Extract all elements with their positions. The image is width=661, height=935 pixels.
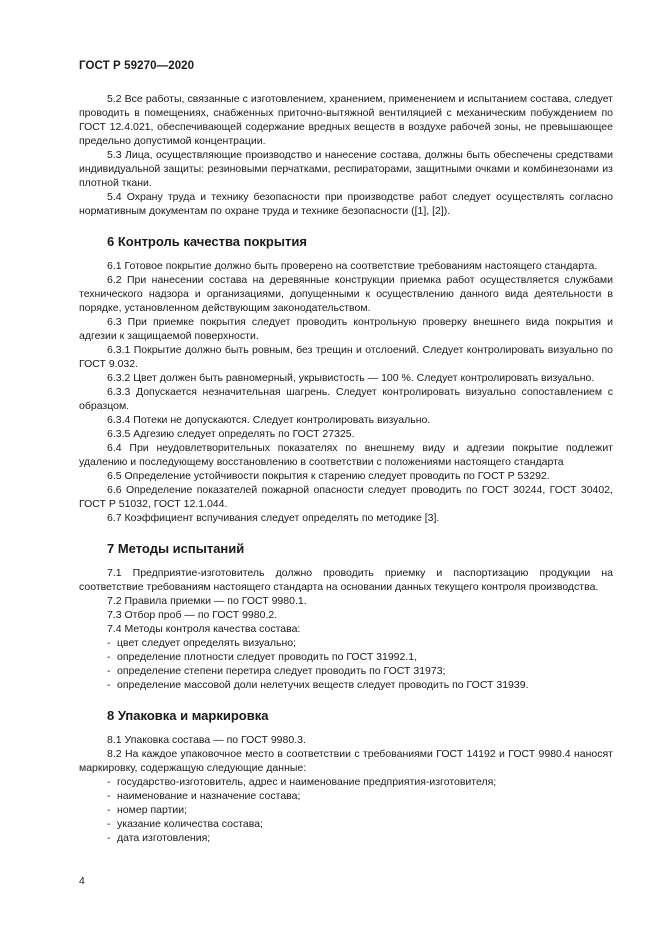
list-dash: -: [107, 651, 111, 663]
list-item: [79, 789, 613, 803]
paragraph-5-3: 5.3 Лица, осуществляющие производство и нанесение состава, должны быть обеспечены средствами индивидуальной защиты: резиновыми перчатками, респираторами, защитными очками и комбинезонами из плотной ткани.: [79, 149, 613, 189]
list-dash: -: [107, 637, 111, 649]
list-item-text: цвет следует определять визуально;: [117, 637, 297, 649]
list-item: [79, 803, 613, 817]
list-dash: -: [107, 790, 111, 802]
paragraph-6-3-5: 6.3.5 Адгезию следует определять по ГОСТ 27325.: [107, 428, 355, 440]
section-8-heading: 8 Упаковка и маркировка: [107, 708, 269, 723]
list-item-text: дата изготовления;: [117, 832, 211, 844]
page-content: [79, 92, 613, 845]
list-item-text: определение массовой доли нелетучих веществ следует проводить по ГОСТ 31939.: [117, 679, 529, 691]
paragraph-6-2: 6.2 При нанесении состава на деревянные конструкции приемка работ осуществляется службами технического надзора и организациями, допущенными к осуществлению данного вида деятельности в порядке, установленном действующим законодательством.: [79, 274, 613, 314]
list-item: [79, 678, 613, 692]
list-item: [79, 636, 613, 650]
paragraph-6-3: 6.3 При приемке покрытия следует проводить контрольную проверку внешнего вида покрытия и адгезии к защищаемой поверхности.: [79, 316, 613, 342]
paragraph-6-1: 6.1 Готовое покрытие должно быть проверено на соответствие требованиям настоящего стандарта.: [107, 260, 598, 272]
list-item-text: государство-изготовитель, адрес и наименование предприятия-изготовителя;: [117, 776, 497, 788]
paragraph-7-4: 7.4 Методы контроля качества состава:: [107, 623, 301, 635]
list-item: [79, 817, 613, 831]
paragraph-6-3-4: 6.3.4 Потеки не допускаются. Следует контролировать визуально.: [107, 414, 431, 426]
paragraph-8-2: 8.2 На каждое упаковочное место в соответствии с требованиями ГОСТ 14192 и ГОСТ 9980.4 наносят маркировку, содержащую следующие данные:: [79, 748, 613, 774]
paragraph-6-3-1: 6.3.1 Покрытие должно быть ровным, без трещин и отслоений. Следует контролировать визуально по ГОСТ 9.032.: [79, 344, 613, 370]
list-item: [79, 650, 613, 664]
list-dash: -: [107, 665, 111, 677]
paragraph-7-2: 7.2 Правила приемки — по ГОСТ 9980.1.: [107, 595, 307, 607]
paragraph-6-6: 6.6 Определение показателей пожарной опасности следует проводить по ГОСТ 30244, ГОСТ 30402, ГОСТ Р 51032, ГОСТ 12.1.044.: [79, 484, 613, 510]
list-dash: -: [107, 804, 111, 816]
list-dash: -: [107, 679, 111, 691]
section-6-heading: 6 Контроль качества покрытия: [107, 234, 307, 249]
document-code-header: ГОСТ Р 59270—2020: [79, 60, 195, 72]
paragraph-6-7: 6.7 Коэффициент вспучивания следует определять по методике [3].: [107, 512, 440, 524]
list-item-text: наименование и назначение состава;: [117, 790, 301, 802]
list-dash: -: [107, 832, 111, 844]
list-item: [79, 664, 613, 678]
list-item-text: определение плотности следует проводить по ГОСТ 31992.1,: [117, 651, 418, 663]
paragraph-6-4: 6.4 При неудовлетворительных показателях по внешнему виду и адгезии покрытие подлежит удалению и последующему восстановлению в соответствии с положениями настоящего стандарта: [79, 442, 613, 468]
list-item-text: номер партии;: [117, 804, 188, 816]
paragraph-6-5: 6.5 Определение устойчивости покрытия к старению следует проводить по ГОСТ Р 53292.: [107, 470, 550, 482]
list-item: [79, 831, 613, 845]
paragraph-5-4: 5.4 Охрану труда и технику безопасности при производстве работ следует осуществлять согласно нормативным документам по охране труда и технике безопасности ([1], [2]).: [79, 191, 613, 217]
paragraph-6-3-2: 6.3.2 Цвет должен быть равномерный, укрывистость — 100 %. Следует контролировать визуально.: [107, 372, 595, 384]
list-item-text: определение степени перетира следует проводить по ГОСТ 31973;: [117, 665, 446, 677]
page-number: 4: [79, 875, 85, 887]
list-dash: -: [107, 818, 111, 830]
paragraph-7-3: 7.3 Отбор проб — по ГОСТ 9980.2.: [107, 609, 278, 621]
list-item: [79, 775, 613, 789]
section-7-heading: 7 Методы испытаний: [107, 541, 245, 556]
list-item-text: указание количества состава;: [117, 818, 263, 830]
paragraph-5-2: 5.2 Все работы, связанные с изготовлением, хранением, применением и испытанием состава, следует проводить в помещениях, снабженных приточно-вытяжной вентиляцией с механическим побуждением по ГОСТ 12.4.021, обеспечивающей содержание вредных веществ в воздухе рабочей зоны, не превышающее предельно допустимой концентрации.: [79, 93, 613, 147]
paragraph-7-1: 7.1 Предприятие-изготовитель должно проводить приемку и паспортизацию продукции на соответствие требованиям настоящего стандарта на основании данных текущего контроля производства.: [79, 567, 613, 593]
list-dash: -: [107, 776, 111, 788]
paragraph-6-3-3: 6.3.3 Допускается незначительная шагрень. Следует контролировать визуально сопоставлением с образцом.: [79, 386, 613, 412]
paragraph-8-1: 8.1 Упаковка состава — по ГОСТ 9980.3.: [107, 734, 306, 746]
